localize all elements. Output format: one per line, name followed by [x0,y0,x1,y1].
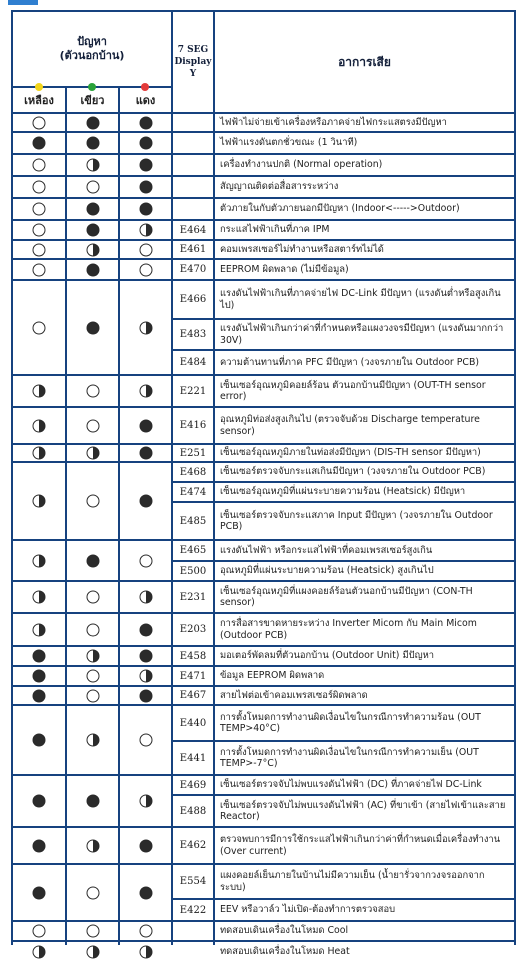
yellow-dot-icon [35,83,43,91]
led-half-icon [86,945,100,959]
led-off-icon [32,180,46,194]
row-7-red-led [120,241,171,258]
symptom-description: เซ็นเซอร์ตรวจจับกระแสภาค Input มีปัญหา (วงจรภายใน Outdoor PCB) [215,503,514,539]
row-4-red-led [120,177,171,197]
row-22-red-led [120,828,171,863]
row-15-green-led [67,582,118,612]
yellow-led-label: เหลือง [24,94,54,107]
led-off-icon [32,223,46,237]
row-20-yellow-led [13,706,65,774]
error-code: E422 [173,900,213,920]
row-25-green-led [67,942,118,961]
symptom-description: ทดสอบเดินเครื่องในโหมด Heat [215,942,514,961]
row-3-red-led [120,155,171,175]
led-off-icon [86,419,100,433]
row-24-yellow-led [13,922,65,940]
row-4-yellow-led [13,177,65,197]
led-off-icon [139,554,153,568]
led-on-icon [139,649,153,663]
error-code: E251 [173,445,213,461]
led-off-icon [86,590,100,604]
error-code: E467 [173,687,213,704]
error-code: E474 [173,483,213,501]
led-on-icon [86,554,100,568]
led-off-icon [32,158,46,172]
row-2-green-led [67,133,118,153]
symptom-description: เซ็นเซอร์อุณหภูมิที่แผงคอยล์ร้อนตัวนอกบ้านมีปัญหา (CON-TH sensor) [215,582,514,612]
led-on-icon [32,886,46,900]
row-20-red-led [120,706,171,774]
row-17-red-led [120,647,171,665]
symptom-description: เซ็นเซอร์อุณหภูมิที่แผ่นระบายความร้อน (Heatsick) มีปัญหา [215,483,514,501]
symptom-description: ตัวภายในกับตัวภายนอกมีปัญหา (Indoor<----->Outdoor) [215,199,514,219]
led-on-icon [32,136,46,150]
row-7-yellow-led [13,241,65,258]
row-10-yellow-led [13,376,65,406]
error-code [173,199,213,219]
symptom-description: การตั้งโหมดการทำงานผิดเงื่อนไขในกรณีการทำความร้อน (OUT TEMP>40°C) [215,706,514,740]
error-code: E458 [173,647,213,665]
error-code [173,114,213,131]
green-dot-icon [88,83,96,91]
error-code: E203 [173,614,213,645]
error-code: E554 [173,865,213,898]
row-6-yellow-led [13,221,65,239]
error-code: E470 [173,260,213,279]
row-17-green-led [67,647,118,665]
error-code: E416 [173,408,213,443]
led-off-icon [86,494,100,508]
symptom-title: อาการเสีย [338,54,391,69]
error-code: E440 [173,706,213,740]
led-on-icon [139,116,153,130]
row-18-green-led [67,667,118,685]
led-off-icon [139,733,153,747]
symptom-description: EEV หรือวาล์ว ไม่เปิด-ต้องทำการตรวจสอบ [215,900,514,920]
row-15-red-led [120,582,171,612]
row-13-green-led [67,463,118,539]
led-on-icon [32,839,46,853]
red-dot-icon [141,83,149,91]
row-13-yellow-led [13,463,65,539]
row-18-red-led [120,667,171,685]
symptom-description: เซ็นเซอร์ตรวจจับกระแสเกินมีปัญหา (วงจรภายใน Outdoor PCB) [215,463,514,481]
symptom-description: EEPROM ผิดพลาด (ไม่มีข้อมูล) [215,260,514,279]
seg-line3: Y [189,69,197,80]
led-off-icon [139,243,153,257]
row-10-green-led [67,376,118,406]
led-off-icon [86,886,100,900]
led-half-icon [139,669,153,683]
led-half-icon [86,649,100,663]
row-12-red-led [120,445,171,461]
problem-title-line1: ปัญหา [77,34,107,48]
row-21-green-led [67,776,118,826]
problem-header [13,12,171,86]
row-6-green-led [67,221,118,239]
symptom-description: กระแสไฟฟ้าเกินที่ภาค IPM [215,221,514,239]
row-14-red-led [120,541,171,580]
led-half-icon [139,590,153,604]
led-off-icon [86,689,100,703]
row-24-red-led [120,922,171,940]
led-on-icon [32,689,46,703]
error-code [173,177,213,197]
row-15-yellow-led [13,582,65,612]
error-code: E483 [173,320,213,349]
led-off-icon [32,924,46,938]
row-19-green-led [67,687,118,704]
led-on-icon [139,446,153,460]
led-half-icon [139,321,153,335]
problem-title-line2: (ตัวนอกบ้าน) [59,49,125,62]
led-off-icon [86,669,100,683]
led-on-icon [139,180,153,194]
led-half-icon [139,945,153,959]
symptom-description: เซ็นเซอร์ตรวจจับไม่พบแรงดันไฟฟ้า (AC) ที่ขาเข้า (สายไฟเข้าและสาย Reactor) [215,796,514,826]
row-18-yellow-led [13,667,65,685]
symptom-header [215,12,514,112]
row-23-green-led [67,865,118,920]
row-17-yellow-led [13,647,65,665]
red-led-header [120,88,171,112]
led-half-icon [86,243,100,257]
led-off-icon [86,180,100,194]
row-24-green-led [67,922,118,940]
error-code: E500 [173,562,213,580]
error-code: E464 [173,221,213,239]
yellow-led-header [13,88,65,112]
row-21-red-led [120,776,171,826]
led-on-icon [32,669,46,683]
led-off-icon [86,924,100,938]
row-16-yellow-led [13,614,65,645]
led-on-icon [139,158,153,172]
row-8-green-led [67,260,118,279]
symptom-description: สัญญาณติดต่อสื่อสารระหว่าง [215,177,514,197]
symptom-description: อุณหภูมิที่แผ่นระบายความร้อน (Heatsick) สูงเกินไป [215,562,514,580]
error-code: E471 [173,667,213,685]
symptom-description: คอมเพรสเซอร์ไม่ทำงานหรือสตาร์ทไม่ได้ [215,241,514,258]
row-5-red-led [120,199,171,219]
error-code: E469 [173,776,213,794]
led-on-icon [32,733,46,747]
led-half-icon [32,623,46,637]
led-on-icon [86,263,100,277]
row-23-yellow-led [13,865,65,920]
row-10-red-led [120,376,171,406]
led-half-icon [32,590,46,604]
led-on-icon [139,419,153,433]
error-code: E466 [173,281,213,318]
row-6-red-led [120,221,171,239]
row-8-red-led [120,260,171,279]
row-16-red-led [120,614,171,645]
led-on-icon [139,886,153,900]
led-half-icon [32,419,46,433]
led-off-icon [32,321,46,335]
error-code [173,133,213,153]
led-on-icon [139,494,153,508]
symptom-description: มอเตอร์พัดลมที่ตัวนอกบ้าน (Outdoor Unit) มีปัญหา [215,647,514,665]
top-accent-bar [8,0,38,5]
row-25-red-led [120,942,171,961]
row-9-green-led [67,281,118,374]
led-off-icon [139,924,153,938]
symptom-description: แผงคอยล์เย็นภายในบ้านไม่มีความเย็น (น้ำยารั่วจากวงจรออกจากระบบ) [215,865,514,898]
led-half-icon [139,223,153,237]
led-on-icon [86,794,100,808]
symptom-description: แรงดันไฟฟ้า หรือกระแสไฟฟ้าที่คอมเพรสเซอร์สูงเกิน [215,541,514,560]
symptom-description: ไฟฟ้าแรงดันตกชั่วขณะ (1 วินาที) [215,133,514,153]
symptom-description: สายไฟต่อเข้าคอมเพรสเซอร์ผิดพลาด [215,687,514,704]
row-22-yellow-led [13,828,65,863]
led-half-icon [86,733,100,747]
row-8-yellow-led [13,260,65,279]
symptom-description: การสื่อสารขาดหายระหว่าง Inverter Micom กับ Main Micom (Outdoor PCB) [215,614,514,645]
led-half-icon [139,384,153,398]
symptom-description: เซ็นเซอร์อุณหภูมิภายในท่อส่งมีปัญหา (DIS-TH sensor มีปัญหา) [215,445,514,461]
error-code: E468 [173,463,213,481]
led-half-icon [86,446,100,460]
led-on-icon [86,321,100,335]
led-on-icon [86,136,100,150]
row-11-yellow-led [13,408,65,443]
led-on-icon [139,689,153,703]
led-off-icon [32,116,46,130]
row-14-yellow-led [13,541,65,580]
error-code: E231 [173,582,213,612]
row-19-yellow-led [13,687,65,704]
led-on-icon [32,649,46,663]
symptom-description: ทดสอบเดินเครื่องในโหมด Cool [215,922,514,940]
led-off-icon [86,384,100,398]
row-1-red-led [120,114,171,131]
led-on-icon [32,794,46,808]
led-half-icon [32,554,46,568]
row-3-green-led [67,155,118,175]
error-code: E465 [173,541,213,560]
seg-line1: 7 SEG [177,44,209,55]
row-1-yellow-led [13,114,65,131]
led-on-icon [139,623,153,637]
symptom-description: ไฟฟ้าไม่จ่ายเข้าเครื่องหรือภาคจ่ายไฟกระแสตรงมีปัญหา [215,114,514,131]
symptom-description: เซ็นเซอร์อุณหภูมิคอยล์ร้อน ตัวนอกบ้านมีปัญหา (OUT-TH sensor error) [215,376,514,406]
led-on-icon [86,116,100,130]
led-on-icon [139,202,153,216]
error-code: E488 [173,796,213,826]
error-code [173,942,213,961]
row-1-green-led [67,114,118,131]
led-half-icon [139,794,153,808]
led-half-icon [32,494,46,508]
seg-line2: Display [174,56,212,67]
row-11-red-led [120,408,171,443]
error-code: E484 [173,351,213,374]
row-12-green-led [67,445,118,461]
symptom-description: เซ็นเซอร์ตรวจจับไม่พบแรงดันไฟฟ้า (DC) ที่ภาคจ่ายไฟ DC-Link [215,776,514,794]
row-21-yellow-led [13,776,65,826]
row-9-yellow-led [13,281,65,374]
led-off-icon [32,243,46,257]
row-20-green-led [67,706,118,774]
row-12-yellow-led [13,445,65,461]
symptom-description: ข้อมูล EEPROM ผิดพลาด [215,667,514,685]
led-off-icon [32,263,46,277]
error-code: E461 [173,241,213,258]
led-half-icon [32,384,46,398]
row-14-green-led [67,541,118,580]
red-led-label: แดง [135,94,156,107]
row-2-yellow-led [13,133,65,153]
error-code: E462 [173,828,213,863]
row-5-green-led [67,199,118,219]
led-half-icon [86,158,100,172]
error-code: E441 [173,742,213,774]
error-code: E221 [173,376,213,406]
row-9-red-led [120,281,171,374]
led-half-icon [32,446,46,460]
row-11-green-led [67,408,118,443]
led-off-icon [139,263,153,277]
led-half-icon [32,945,46,959]
symptom-description: ความต้านทานที่ภาค PFC มีปัญหา (วงจรภายใน Outdoor PCB) [215,351,514,374]
led-on-icon [86,223,100,237]
row-3-yellow-led [13,155,65,175]
row-22-green-led [67,828,118,863]
symptom-description: เครื่องทำงานปกติ (Normal operation) [215,155,514,175]
error-code-table [11,10,516,957]
symptom-description: อุณหภูมิท่อส่งสูงเกินไป (ตรวจจับด้วย Discharge temperature sensor) [215,408,514,443]
green-led-header [67,88,118,112]
symptom-description: แรงดันไฟฟ้าเกินที่ภาคจ่ายไฟ DC-Link มีปัญหา (แรงดันต่ำหรือสูงเกินไป) [215,281,514,318]
led-off-icon [32,202,46,216]
error-code [173,155,213,175]
symptom-description: การตั้งโหมดการทำงานผิดเงื่อนไขในกรณีการทำความเย็น (OUT TEMP>-7°C) [215,742,514,774]
symptom-description: แรงดันไฟฟ้าเกินกว่าค่าที่กำหนดหรือแผงวงจรมีปัญหา (แรงดันมากกว่า 30V) [215,320,514,349]
green-led-label: เขียว [80,94,105,107]
row-2-red-led [120,133,171,153]
led-half-icon [86,839,100,853]
row-7-green-led [67,241,118,258]
led-off-icon [86,623,100,637]
led-on-icon [139,136,153,150]
symptom-description: ตรวจพบการมีการใช้กระแสไฟฟ้าเกินกว่าค่าที่กำหนดเมื่อเครื่องทำงาน (Over current) [215,828,514,863]
row-16-green-led [67,614,118,645]
row-25-yellow-led [13,942,65,961]
row-5-yellow-led [13,199,65,219]
led-on-icon [86,202,100,216]
led-on-icon [139,839,153,853]
error-code: E485 [173,503,213,539]
row-23-red-led [120,865,171,920]
row-13-red-led [120,463,171,539]
error-code [173,922,213,940]
row-19-red-led [120,687,171,704]
seg-display-header [173,12,213,112]
row-4-green-led [67,177,118,197]
